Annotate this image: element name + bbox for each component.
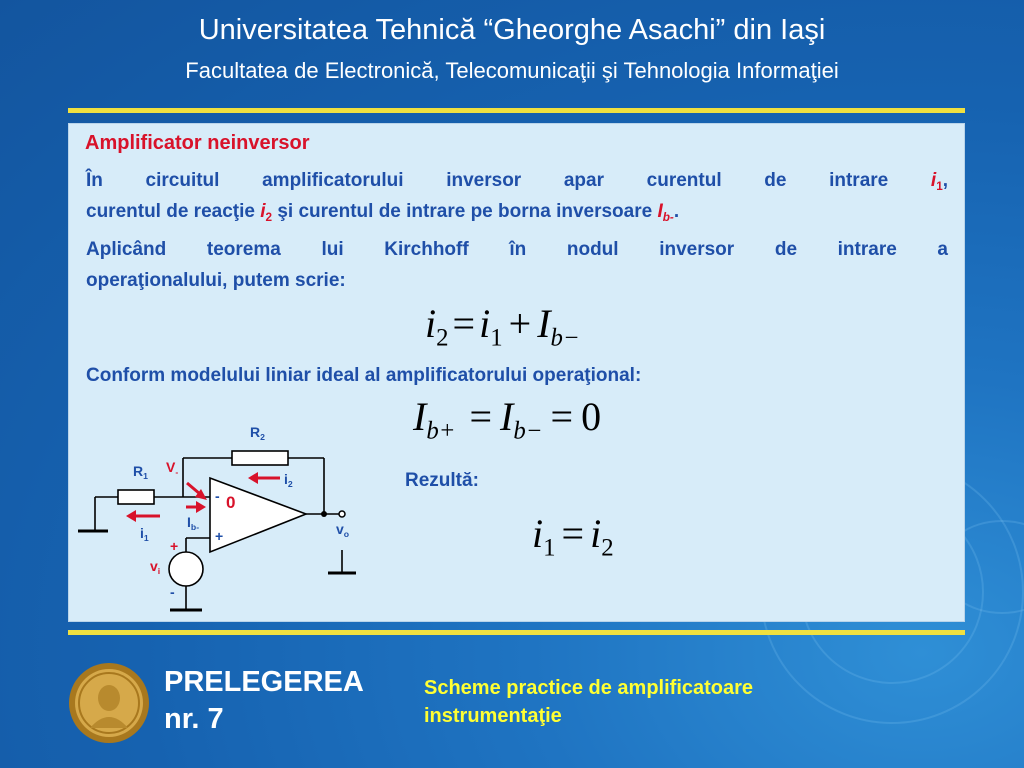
label-opamp-plus: +	[215, 528, 224, 544]
p1-i2-subscript: 2	[265, 211, 273, 225]
slide-title: Amplificator neinversor	[85, 132, 310, 154]
bottom-divider	[68, 630, 965, 635]
paragraph-2-line-1: Aplicând teorema lui Kirchhoff în nodul inversor de intrare a	[86, 239, 948, 260]
university-medal-logo	[68, 662, 150, 744]
label-i1: $i_1$	[140, 525, 149, 544]
p1-ib-symbol: I	[657, 201, 663, 222]
p1-text-c: şi curentul de intrare pe borna inversoare	[277, 201, 653, 222]
p1-i1-symbol: i	[930, 170, 937, 191]
equation-result: $i_1 = i_2$	[532, 511, 614, 562]
p1-comma: ,	[942, 170, 949, 191]
paragraph-2-line-2: operaţionalului, putem scrie:	[86, 270, 346, 291]
paragraph-3: Conform modelului liniar ideal al amplificatorului operaţional:	[86, 365, 642, 386]
result-label: Rezultă:	[405, 470, 479, 491]
p1-ib-subscript: b-	[662, 211, 674, 225]
label-r2: $R_2$	[250, 424, 265, 443]
p1-i2-symbol: i	[260, 201, 266, 222]
label-zero-node: 0	[226, 493, 236, 512]
lecture-number: nr. 7	[164, 703, 224, 735]
p1-i1-subscript: 1	[936, 180, 943, 194]
p1-period: .	[673, 201, 680, 222]
label-source-minus: -	[170, 584, 175, 600]
label-i2: $i_2$	[284, 471, 293, 490]
lecture-topic: Scheme practice de amplificatoare instrumentaţie	[424, 677, 754, 727]
label-vi: $v_i$	[150, 558, 161, 577]
equation-kirchhoff: $i_2 = i_1 + I_{b-}$	[425, 301, 580, 352]
faculty-title: Facultatea de Electronică, Telecomunicaţii şi Tehnologia Informaţiei	[185, 58, 839, 83]
label-v-minus: $V_-$	[166, 459, 179, 478]
label-ib: $I_{b-}$	[187, 514, 200, 533]
p1-text-b: curentul de reacţie	[86, 201, 255, 222]
lecture-label: PRELEGEREA	[164, 666, 364, 698]
label-source-plus: +	[170, 538, 179, 554]
p1-text-a: În circuitul amplificatorului inversor apar curentul de intrare	[86, 170, 889, 191]
university-title: Universitatea Tehnică “Gheorghe Asachi” din Iaşi	[198, 14, 826, 46]
label-r1: $R_1$	[133, 463, 148, 482]
label-vo: $v_o$	[336, 521, 350, 540]
equation-ideal-model: $I_{b+} = I_{b-} = 0$	[413, 394, 602, 445]
label-opamp-minus: -	[215, 488, 220, 504]
